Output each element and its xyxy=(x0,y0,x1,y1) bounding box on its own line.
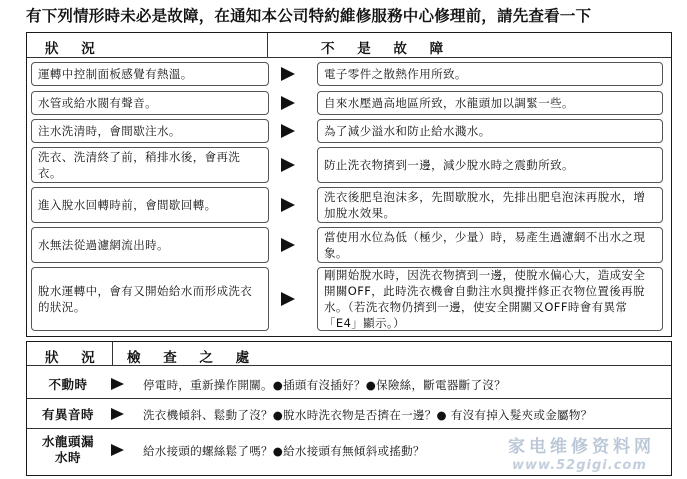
header-not-fault: 不 是 故 障 xyxy=(321,41,453,57)
arrow-icon xyxy=(281,292,295,306)
status-cell: 運轉中控制面板感覺有熱溫。 xyxy=(31,62,269,86)
arrow-icon xyxy=(281,67,295,81)
page-title: 有下列情形時未必是故障，在通知本公司特約維修服務中心修理前，請先查看一下 xyxy=(26,7,592,25)
watermark-text: 家电维修资料网 xyxy=(508,437,655,457)
arrow-icon xyxy=(281,158,295,172)
header-divider xyxy=(112,342,113,365)
reason-cell: 自來水壓過高地區所致，水龍頭加以調緊一些。 xyxy=(317,91,663,115)
watermark-url: www.52gigi.com xyxy=(512,458,647,473)
reason-cell: 為了減少溢水和防止給水濺水。 xyxy=(317,119,663,143)
arrow-icon xyxy=(281,124,295,138)
row-divider xyxy=(27,398,671,399)
reason-cell: 電子零件之散熱作用所致。 xyxy=(317,62,663,86)
arrow-icon xyxy=(111,408,124,420)
header-divider xyxy=(267,33,268,57)
reason-cell: 洗衣後肥皂泡沫多，先間歇脫水，先排出肥皂泡沫再脫水，增加脫水效果。 xyxy=(317,187,663,223)
reason-cell: 剛開始脫水時，因洗衣物擠到一邊，使脫水偏心大，造成安全開關OFF，此時洗衣機會自動注水與攪拌修正衣物位置後再脫水。（若洗衣物仍擠到一邊，使安全開關又OFF時會有異常「E4」顯示。） xyxy=(317,267,663,331)
check-status-label: 有異音時 xyxy=(41,407,94,422)
reason-cell: 防止洗衣物擠到一邊，減少脫水時之震動所致。 xyxy=(317,147,663,183)
not-fault-table xyxy=(26,32,672,337)
arrow-icon xyxy=(281,198,295,212)
status-cell: 脫水運轉中，會有又開始給水而形成洗衣的狀況。 xyxy=(31,267,269,331)
status-cell: 水無法從過濾網流出時。 xyxy=(31,227,269,263)
check-status-label: 不動時 xyxy=(48,377,88,392)
header-underline xyxy=(27,365,671,366)
reason-cell: 當使用水位為低（極少，少量）時，易產生過濾網不出水之現象。 xyxy=(317,227,663,263)
check-status-label: 水龍頭漏水時 xyxy=(41,434,94,465)
check-text: 洗衣機傾斜、鬆動了沒？●脫水時洗衣物是否擠在一邊？● 有沒有掉入髮夾或金屬物？ xyxy=(143,408,593,422)
header-status: 狀 況 xyxy=(45,41,104,57)
header-status: 狀 況 xyxy=(45,350,104,366)
status-cell: 洗衣、洗清終了前，稍排水後，會再洗衣。 xyxy=(31,147,269,183)
arrow-icon xyxy=(281,238,295,252)
arrow-icon xyxy=(281,96,295,110)
arrow-icon xyxy=(111,378,124,390)
header-underline xyxy=(27,57,671,58)
arrow-icon xyxy=(111,444,124,456)
status-cell: 注水洗清時，會間歇注水。 xyxy=(31,119,269,143)
status-cell: 進入脫水回轉時前，會間歇回轉。 xyxy=(31,187,269,223)
status-cell: 水管或給水閥有聲音。 xyxy=(31,91,269,115)
check-text: 給水接頭的螺絲鬆了嗎？●給水接頭有無傾斜或搖動？ xyxy=(143,444,425,458)
header-check: 檢 查 之 處 xyxy=(127,350,259,366)
check-text: 停電時，重新操作開關。●插頭有沒插好？●保險絲，斷電器斷了沒？ xyxy=(143,378,506,392)
row-divider xyxy=(27,428,671,429)
